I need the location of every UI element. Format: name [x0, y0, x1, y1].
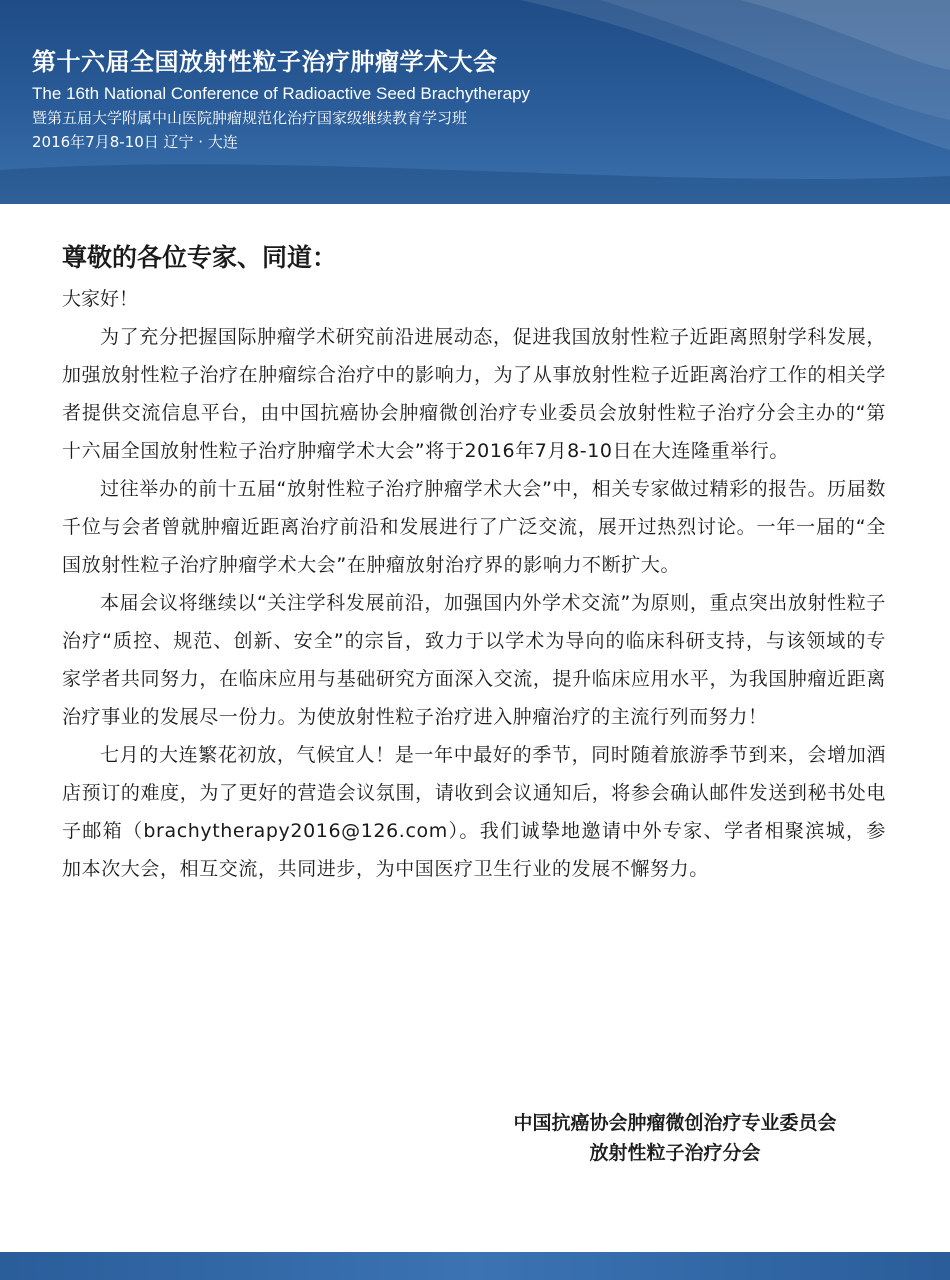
conference-subtitle-cn: 暨第五届大学附属中山医院肿瘤规范化治疗国家级继续教育学习班 — [32, 109, 468, 127]
invitation-letter — [62, 238, 886, 888]
letter-paragraph: 本届会议将继续以“关注学科发展前沿，加强国内外学术交流”为原则，重点突出放射性粒子治疗“质控、规范、创新、安全”的宗旨，致力于以学术为导向的临床科研支持，与该领域的专家学者共同努力，在临床应用与基础研究方面深入交流，提升临床应用水平，为我国肿瘤近距离治疗事业的发展尽一份力。为使放射性粒子治疗进入肿瘤治疗的主流行列而努力！ — [62, 592, 886, 728]
conference-date-location: 2016年7月8-10日 辽宁 · 大连 — [32, 133, 238, 151]
footer-band — [0, 1252, 950, 1280]
letter-salutation: 尊敬的各位专家、同道： — [62, 243, 338, 272]
conference-title-en: The 16th National Conference of Radioactive Seed Brachytherapy — [32, 84, 531, 103]
letter-greeting: 大家好！ — [62, 288, 139, 310]
letter-paragraph: 为了充分把握国际肿瘤学术研究前沿进展动态，促进我国放射性粒子近距离照射学科发展，加强放射性粒子治疗在肿瘤综合治疗中的影响力，为了从事放射性粒子近距离治疗工作的相关学者提供交流信息平台，由中国抗癌协会肿瘤微创治疗专业委员会放射性粒子治疗分会主办的“第十六届全国放射性粒子治疗肿瘤学术大会”将于2016年7月8-10日在大连隆重举行。 — [62, 326, 886, 462]
conference-title-cn: 第十六届全国放射性粒子治疗肿瘤学术大会 — [32, 48, 498, 76]
letter-paragraph: 过往举办的前十五届“放射性粒子治疗肿瘤学术大会”中，相关专家做过精彩的报告。历届数千位与会者曾就肿瘤近距离治疗前沿和发展进行了广泛交流，展开过热烈讨论。一年一届的“全国放射性粒子治疗肿瘤学术大会”在肿瘤放射治疗界的影响力不断扩大。 — [62, 478, 886, 576]
letter-signature — [440, 1108, 910, 1168]
signature-branch: 放射性粒子治疗分会 — [589, 1142, 761, 1164]
letter-paragraph: 七月的大连繁花初放，气候宜人！是一年中最好的季节，同时随着旅游季节到来，会增加酒店预订的难度，为了更好的营造会议氛围，请收到会议通知后，将参会确认邮件发送到秘书处电子邮箱（brachytherapy2016@126.com）。我们诚挚地邀请中外专家、学者相聚滨城，参加本次大会，相互交流，共同进步，为中国医疗卫生行业的发展不懈努力。 — [62, 744, 886, 880]
conference-header-banner — [0, 0, 950, 204]
signature-organization: 中国抗癌协会肿瘤微创治疗专业委员会 — [513, 1112, 837, 1134]
header-text-block — [32, 44, 530, 154]
